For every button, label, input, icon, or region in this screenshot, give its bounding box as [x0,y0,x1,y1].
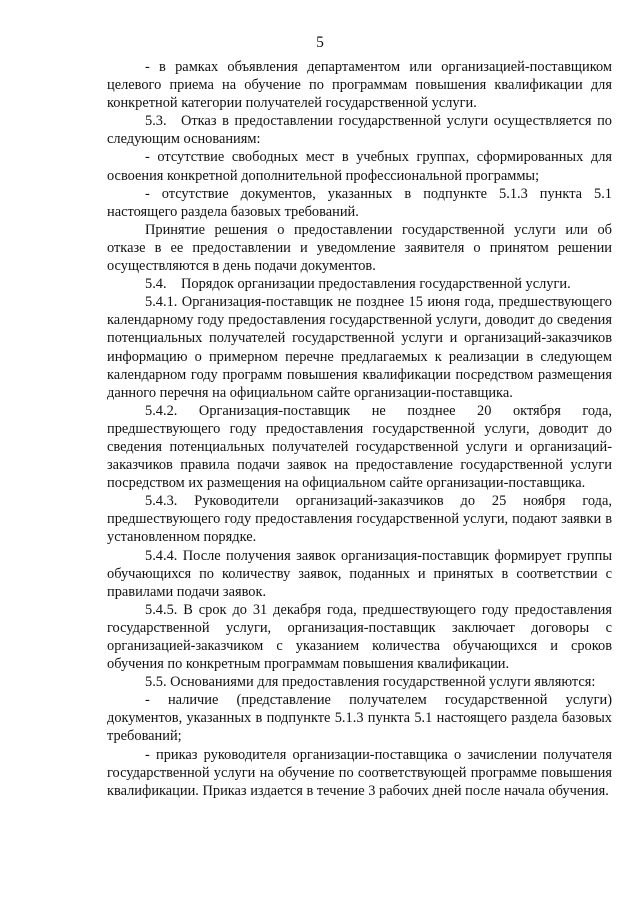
paragraph-no-free-places: - отсутствие свободных мест в учебных группах, сформированных для освоения конкретной дополнительной профессиональной программы; [107,149,612,184]
paragraph-targeted-admission: - в рамках объявления департаментом или организацией-поставщиком целевого приема на обучение по программам повышения квалификации для конкретной категории получателей государственной услуги. [107,59,612,112]
paragraph-5-3-refusal-grounds: 5.3. Отказ в предоставлении государственной услуги осуществляется по следующим основаниям: [107,113,612,148]
paragraph-decision-notification: Принятие решения о предоставлении государственной услуги или об отказе в ее предоставлении и уведомление заявителя о принятом решении осуществляются в день подачи документов. [107,221,612,275]
paragraph-5-4-3: 5.4.3. Руководители организаций-заказчиков до 25 ноября года, предшествующего году предоставления государственной услуги, подают заявки в установленном порядке. [107,493,612,546]
document-body [107,58,612,800]
paragraph-5-4-4: 5.4.4. После получения заявок организация-поставщик формирует группы обучающихся по количеству заявок, поданных и принятых в соответствии с правилами подачи заявок. [107,547,612,600]
paragraph-5-4-1: 5.4.1. Организация-поставщик не позднее 15 июня года, предшествующего календарному году предоставления государственной услуги, доводит до сведения потенциальных получателей государственной услуги и организаций-заказчиков информацию о примерном перечне предлагаемых к реализации в следующем календарном году программ повышения квалификации посредством размещения данного перечня на официальном сайте организации-поставщика. [107,294,612,401]
paragraph-5-5-grounds: 5.5. Основаниями для предоставления государственной услуги являются: [145,674,596,691]
paragraph-enrollment-order: - приказ руководителя организации-поставщика о зачислении получателя государственной услуги на обучение по соответствующей программе повышения квалификации. Приказ издается в течение 3 рабочих дней после начала обучения. [107,746,612,799]
paragraph-documents-provided: - наличие (представление получателем государственной услуги) документов, указанных в подпункте 5.1.3 пункта 5.1 настоящего раздела базовых требований; [107,692,612,745]
paragraph-5-4-procedure: 5.4. Порядок организации предоставления государственной услуги. [145,276,571,293]
page-number: 5 [316,34,324,51]
paragraph-5-4-5: 5.4.5. В срок до 31 декабря года, предшествующего году предоставления государственной услуги, организация-поставщик заключает договоры с организацией-заказчиком с указанием количества обучающихся и сроков обучения по конкретным программам повышения квалификации. [107,601,612,673]
paragraph-5-4-2: 5.4.2. Организация-поставщик не позднее 20 октября года, предшествующего году предоставления государственной услуги, доводит до сведения потенциальных получателей государственной услуги и организаций-заказчиков правила подачи заявок на предоставление государственной услуги посредством их размещения на официальном сайте организации-поставщика. [107,402,612,492]
paragraph-missing-documents: - отсутствие документов, указанных в подпункте 5.1.3 пункта 5.1 настоящего раздела базовых требований. [107,185,612,220]
